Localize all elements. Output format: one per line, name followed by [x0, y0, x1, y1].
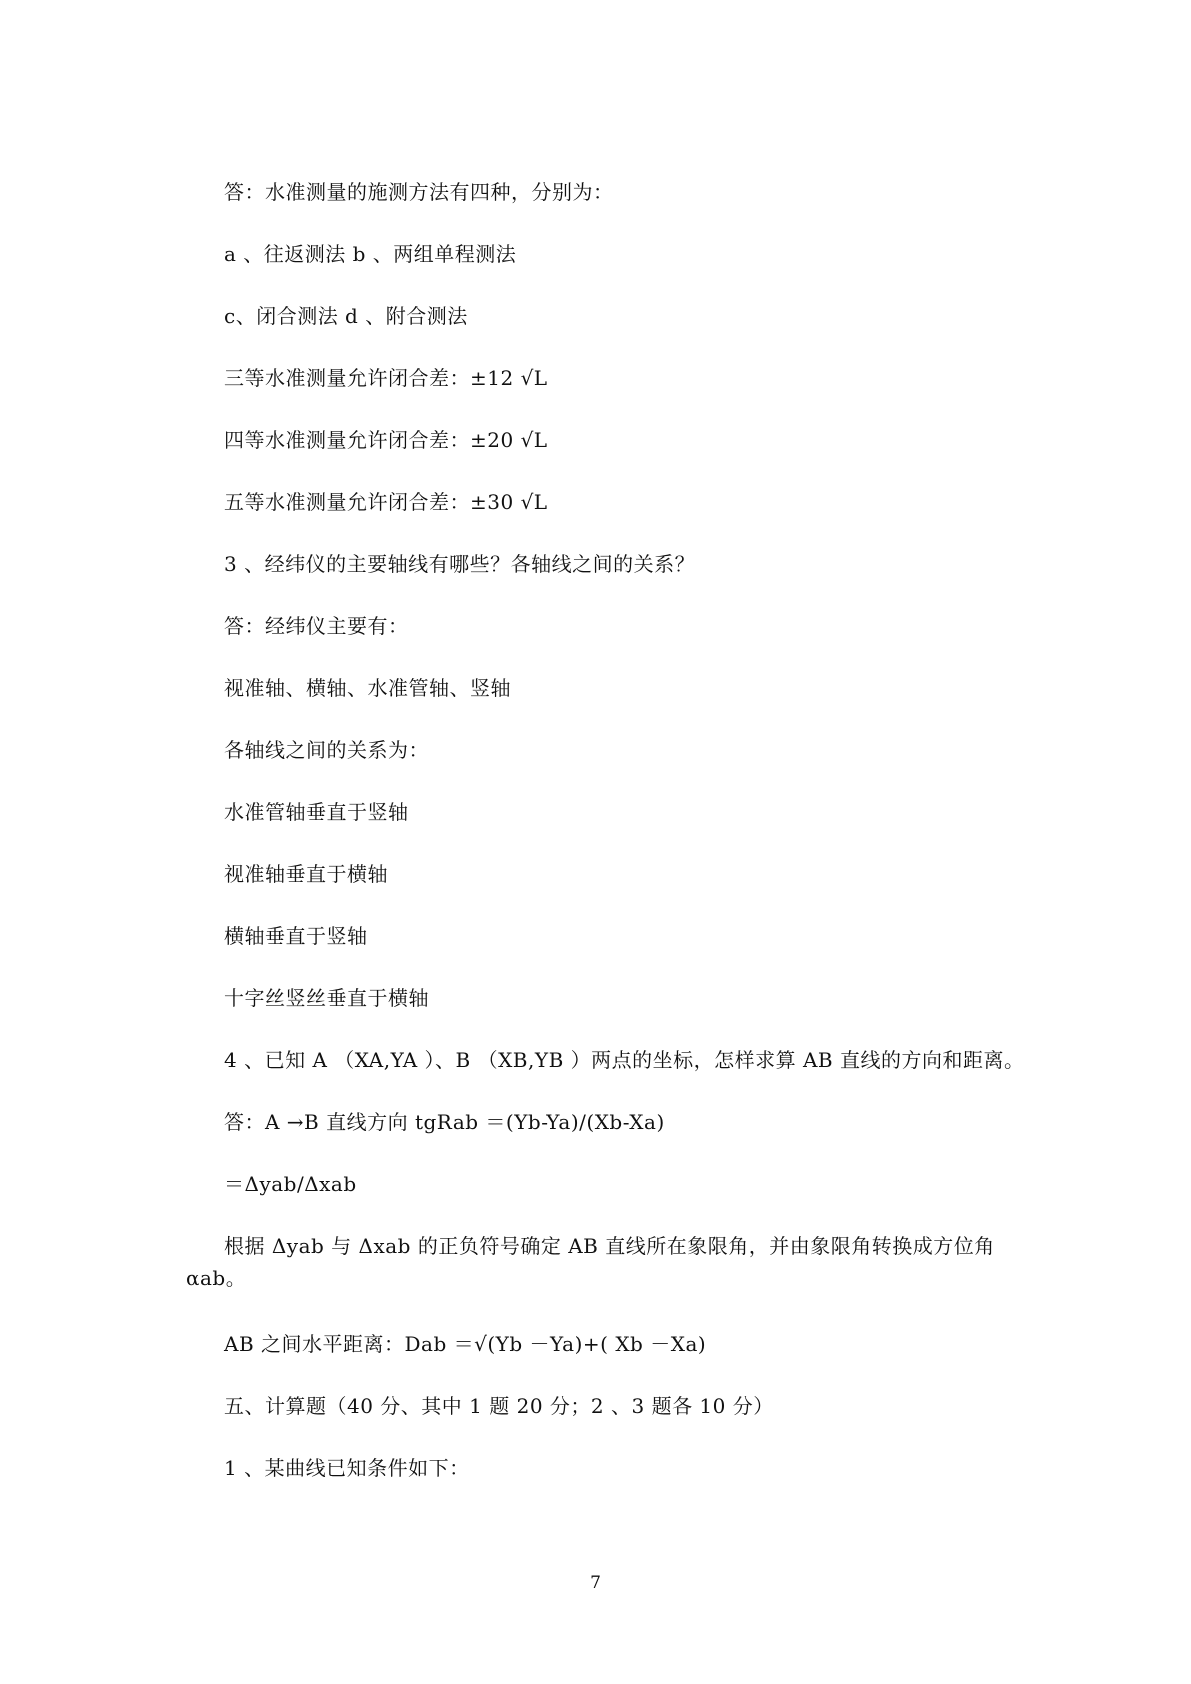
relationship-line-2: 视准轴垂直于横轴: [224, 862, 388, 886]
answer-theodolite-axes-intro: 答：经纬仪主要有：: [224, 614, 409, 638]
axes-relationship-intro: 各轴线之间的关系为：: [224, 738, 429, 762]
quadrant-explanation-paragraph: 根据 Δyab 与 Δxab 的正负符号确定 AB 直线所在象限角，并由象限角转换成方位角 αab。: [186, 1234, 995, 1290]
third-order-tolerance: 三等水准测量允许闭合差：±12 √L: [224, 366, 548, 390]
method-line-c-d: c、闭合测法 d 、附合测法: [224, 304, 468, 328]
question-3-heading: 3 、经纬仪的主要轴线有哪些？各轴线之间的关系？: [224, 552, 696, 576]
relationship-line-4: 十字丝竖丝垂直于横轴: [224, 986, 429, 1010]
relationship-line-3: 横轴垂直于竖轴: [224, 924, 368, 948]
relationship-line-1: 水准管轴垂直于竖轴: [224, 800, 409, 824]
calc-question-1: 1 、某曲线已知条件如下：: [224, 1456, 470, 1480]
distance-formula: AB 之间水平距离：Dab ＝√(Yb －Ya)+( Xb －Xa): [224, 1332, 707, 1356]
fourth-order-tolerance: 四等水准测量允许闭合差：±20 √L: [224, 428, 548, 452]
answer-leveling-methods-intro: 答：水准测量的施测方法有四种，分别为：: [224, 180, 614, 204]
answer-direction-formula: 答：A →B 直线方向 tgRab ＝(Yb-Ya)/(Xb-Xa): [224, 1110, 665, 1134]
direction-formula-continued: ＝Δyab/Δxab: [224, 1172, 357, 1196]
section-5-heading: 五、计算题（40 分、其中 1 题 20 分；2 、3 题各 10 分）: [224, 1394, 774, 1418]
theodolite-axes-list: 视准轴、横轴、水准管轴、竖轴: [224, 676, 511, 700]
page-number: 7: [590, 1573, 601, 1593]
question-4-heading: 4 、已知 A （XA,YA ）、B （XB,YB ）两点的坐标，怎样求算 AB 直线的方向和距离。: [224, 1048, 1025, 1072]
method-line-a-b: a 、往返测法 b 、两组单程测法: [224, 242, 517, 266]
fifth-order-tolerance: 五等水准测量允许闭合差：±30 √L: [224, 490, 548, 514]
